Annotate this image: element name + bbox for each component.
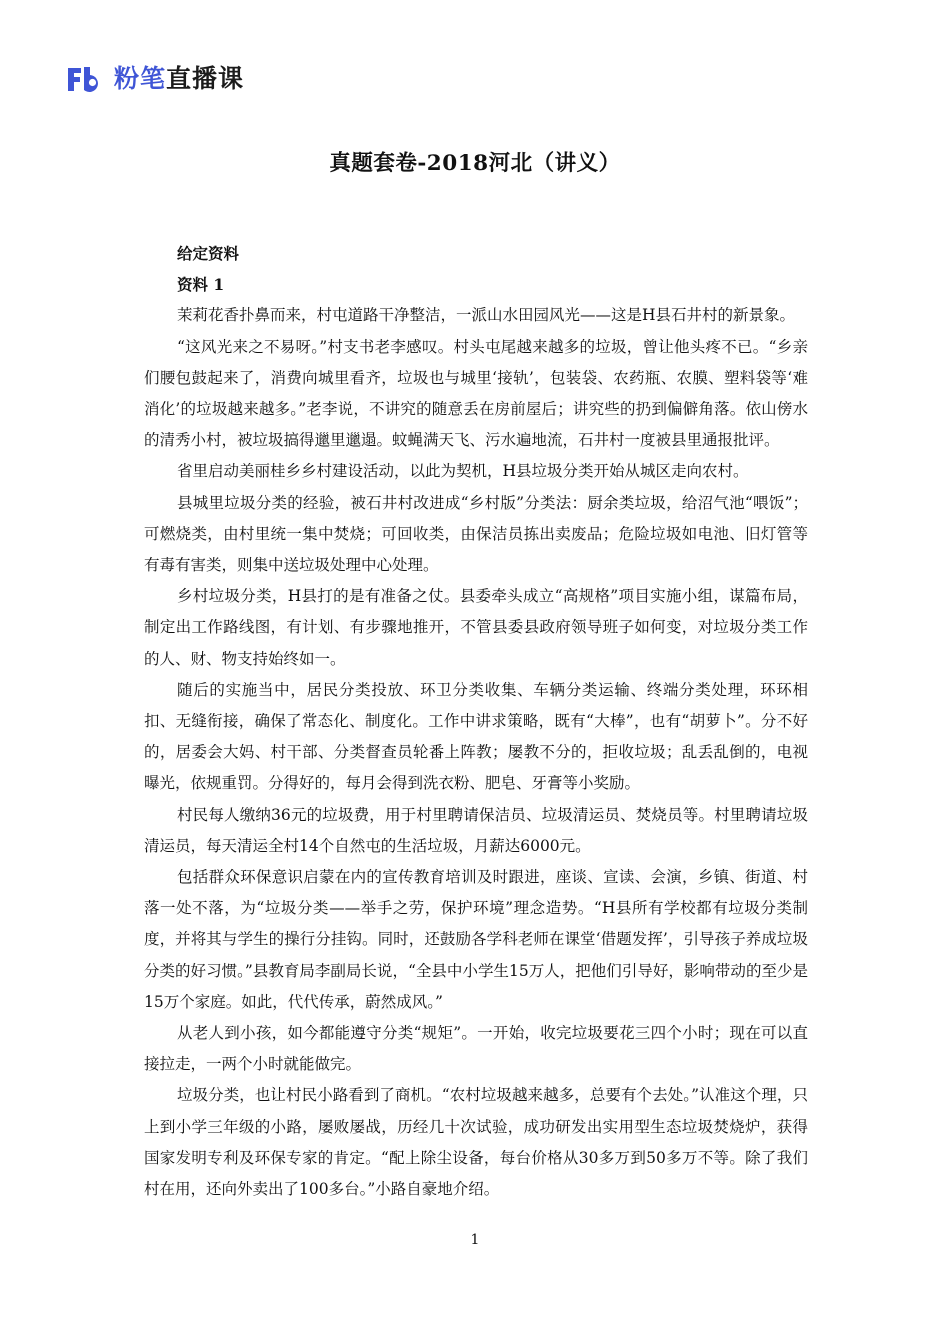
paragraph: 县城里垃圾分类的经验，被石井村改进成“乡村版”分类法：厨余类垃圾，给沼气池“喂饭”；可燃烧类，由村里统一集中焚烧；可回收类，由保洁员拣出卖废品；危险垃圾如电池、旧灯管等有毒有害类，则集中送垃圾处理中心处理。 bbox=[144, 493, 808, 575]
paragraph: 村民每人缴纳36元的垃圾费，用于村里聘请保洁员、垃圾清运员、焚烧员等。村里聘请垃圾清运员，每天清运全村14个自然屯的生活垃圾，月薪达6000元。 bbox=[144, 805, 808, 855]
document-body bbox=[144, 238, 808, 1205]
logo-brand-text: 粉笔 bbox=[114, 64, 167, 93]
section-heading: 给定资料 bbox=[177, 244, 240, 263]
fb-logo-icon bbox=[66, 64, 108, 94]
paragraph: 从老人到小孩，如今都能遵守分类“规矩”。一开始，收完垃圾要花三四个小时；现在可以直接拉走，一两个小时就能做完。 bbox=[144, 1024, 808, 1074]
logo-sub-text: 直播课 bbox=[166, 64, 245, 93]
brand-logo bbox=[66, 62, 244, 96]
page-number: 1 bbox=[470, 1232, 480, 1248]
paragraph: 随后的实施当中，居民分类投放、环卫分类收集、车辆分类运输、终端分类处理，环环相扣、无缝衔接，确保了常态化、制度化。工作中讲求策略，既有“大棒”，也有“胡萝卜”。分不好的，居委会大妈、村干部、分类督查员轮番上阵教；屡教不分的，拒收垃圾；乱丢乱倒的，电视曝光，依规重罚。分得好的，每月会得到洗衣粉、肥皂、牙膏等小奖励。 bbox=[144, 680, 808, 793]
paragraph: 包括群众环保意识启蒙在内的宣传教育培训及时跟进，座谈、宣读、会演，乡镇、街道、村落一处不落，为“垃圾分类——举手之劳，保护环境”理念造势。“H县所有学校都有垃圾分类制度，并将其与学生的操行分挂钩。同时，还鼓励各学科老师在课堂‘借题发挥’，引导孩子养成垃圾分类的好习惯。”县教育局李副局长说，“全县中小学生15万人，把他们引导好，影响带动的至少是15万个家庭。如此，代代传承，蔚然成风。” bbox=[144, 868, 808, 1011]
paragraph: 乡村垃圾分类，H县打的是有准备之仗。县委牵头成立“高规格”项目实施小组，谋篇布局，制定出工作路线图，有计划、有步骤地推开，不管县委县政府领导班子如何变，对垃圾分类工作的人、财、物支持始终如一。 bbox=[144, 587, 808, 668]
paragraph: 垃圾分类，也让村民小路看到了商机。“农村垃圾越来越多，总要有个去处。”认准这个理，只上到小学三年级的小路，屡败屡战，历经几十次试验，成功研发出实用型生态垃圾焚烧炉，获得国家发明专利及环保专家的肯定。“配上除尘设备，每台价格从30多万到50多万不等。除了我们村在用，还向外卖出了100多台。”小路自豪地介绍。 bbox=[144, 1086, 808, 1199]
paragraph: 茉莉花香扑鼻而来，村屯道路干净整洁，一派山水田园风光——这是H县石井村的新景象。 bbox=[177, 306, 796, 325]
subsection-heading: 资料 1 bbox=[177, 275, 225, 295]
paragraph: “这风光来之不易呀。”村支书老李感叹。村头屯尾越来越多的垃圾，曾让他头疼不已。“乡亲们腰包鼓起来了，消费向城里看齐，垃圾也与城里‘接轨’，包装袋、农药瓶、农膜、塑料袋等‘难消化’的垃圾越来越多。”老李说，不讲究的随意丢在房前屋后；讲究些的扔到偏僻角落。依山傍水的清秀小村，被垃圾搞得邋里邋遢。蚊蝇满天飞、污水遍地流，石井村一度被县里通报批评。 bbox=[144, 337, 808, 450]
document-title: 真题套卷-2018河北（讲义） bbox=[329, 151, 621, 176]
logo-text bbox=[114, 62, 244, 96]
paragraph: 省里启动美丽桂乡乡村建设活动，以此为契机，H县垃圾分类开始从城区走向农村。 bbox=[177, 462, 749, 481]
